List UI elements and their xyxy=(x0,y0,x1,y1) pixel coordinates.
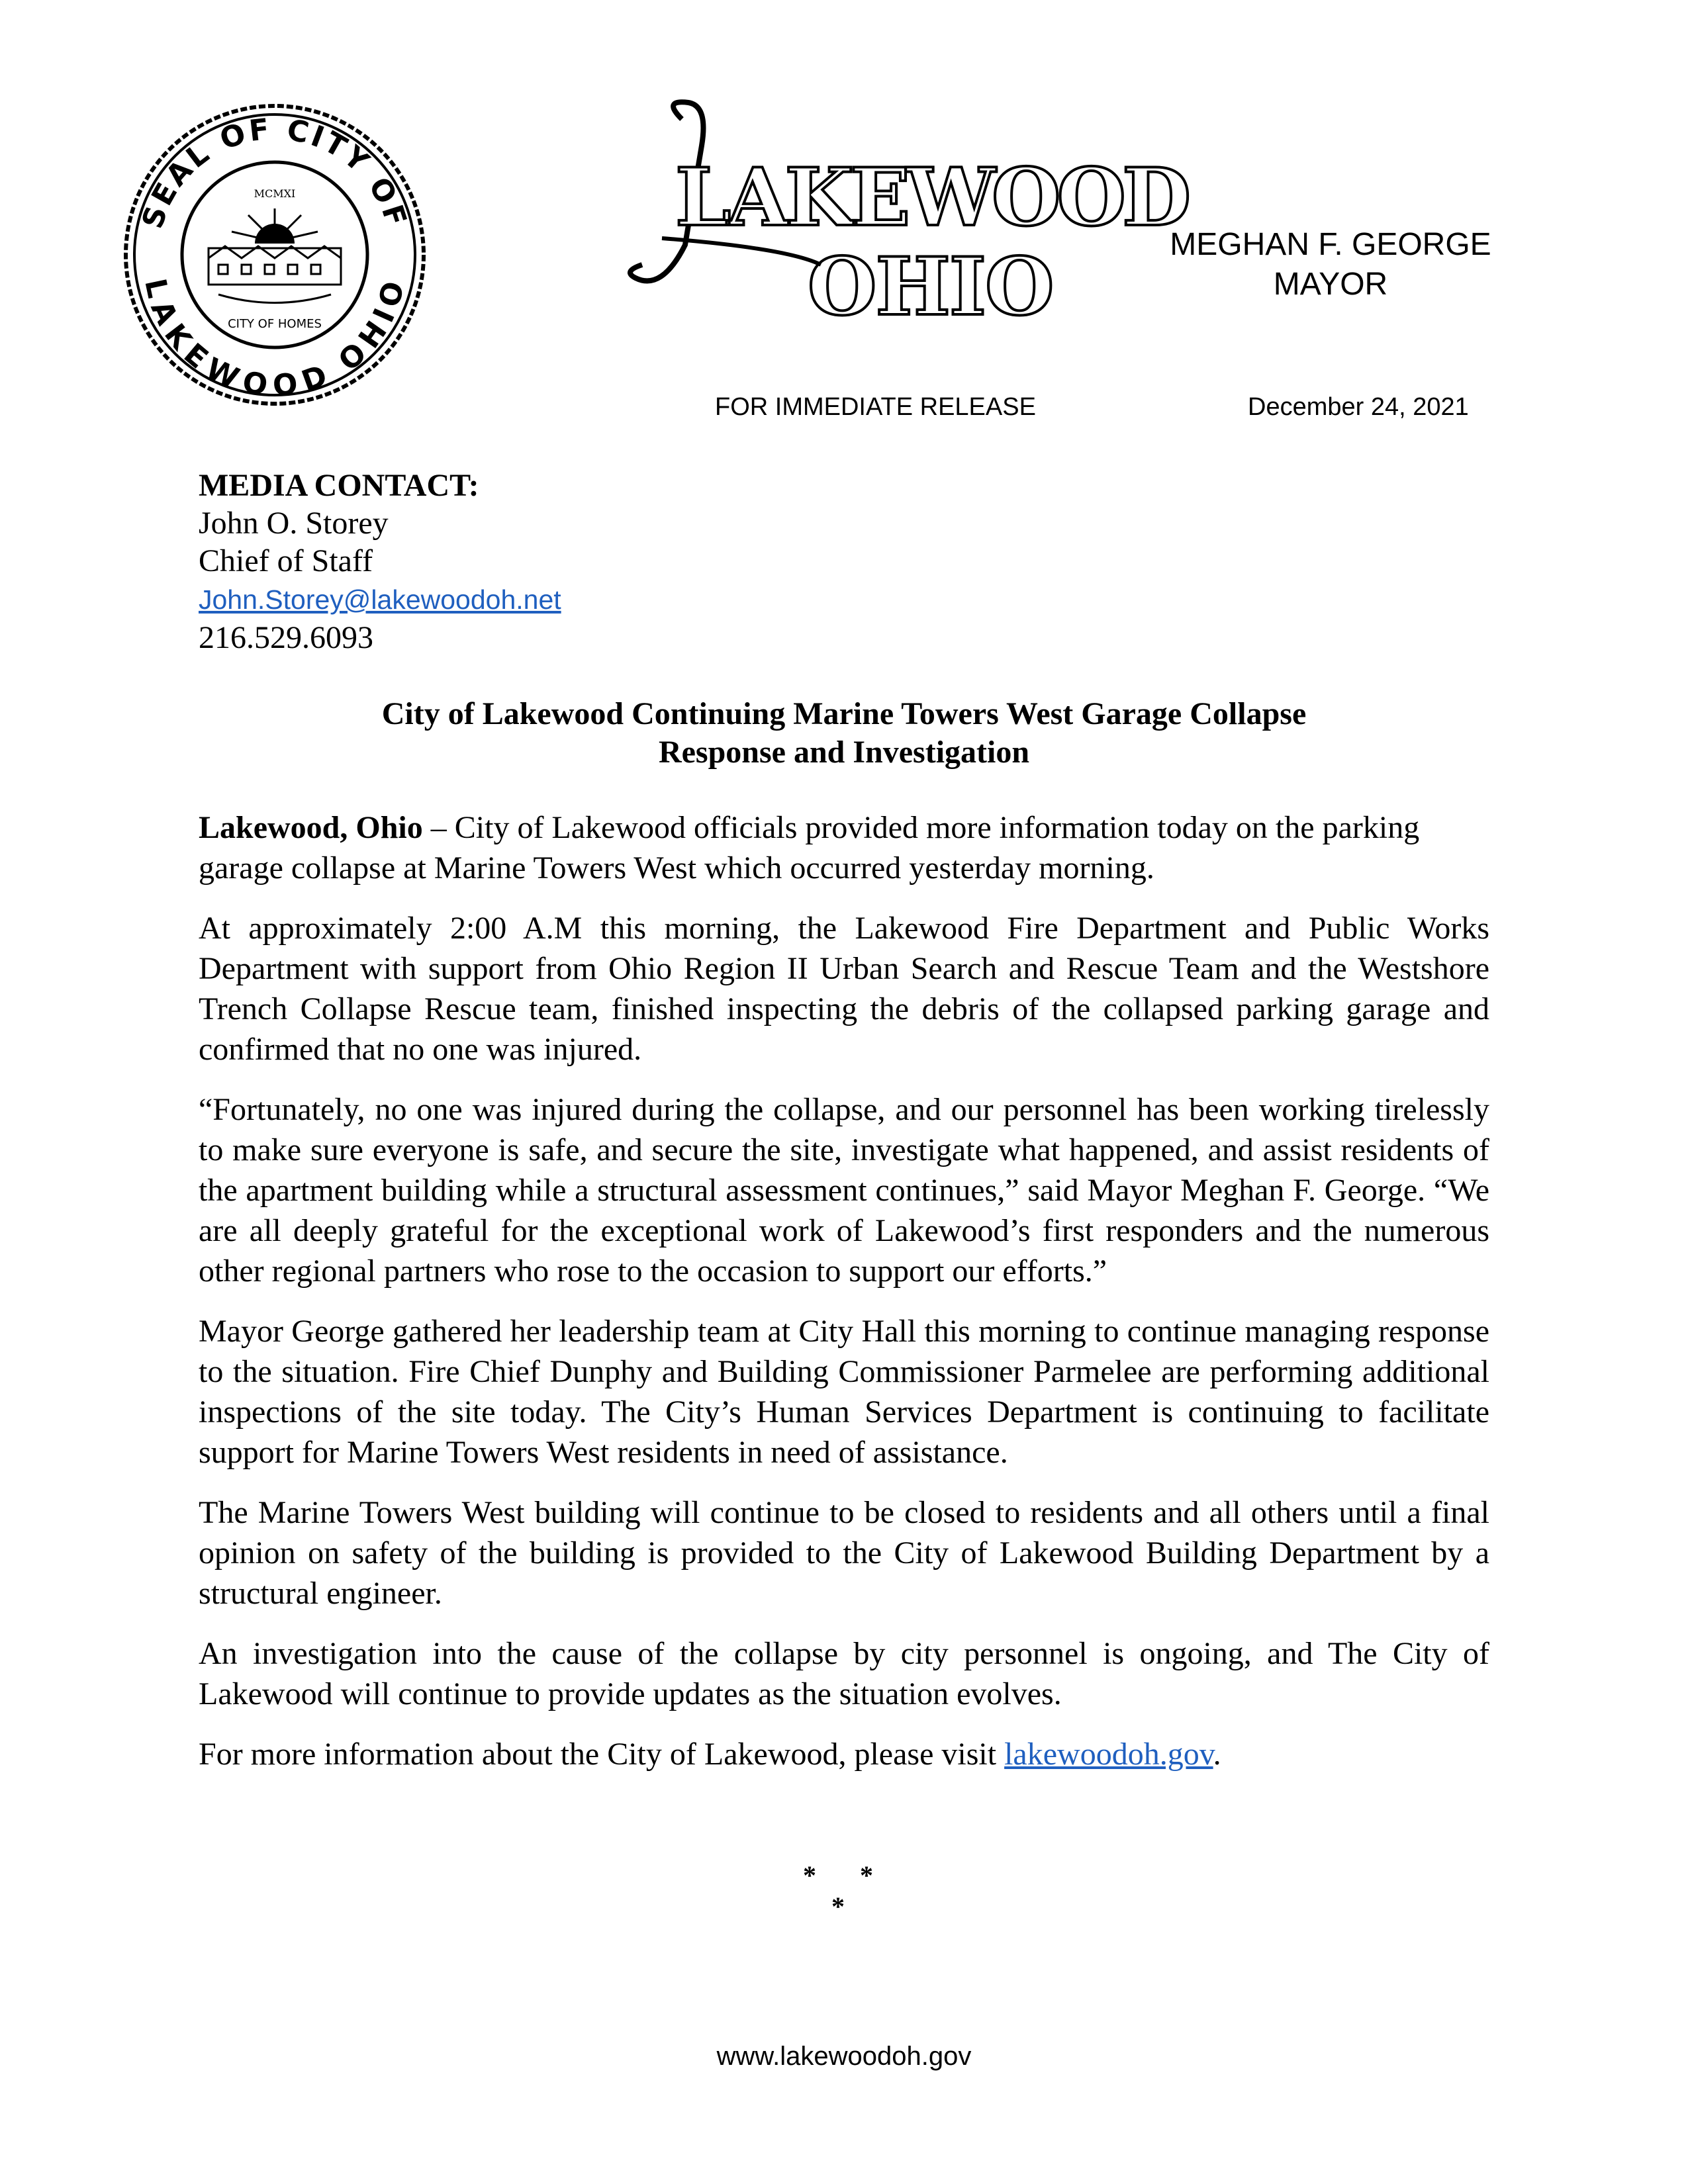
lakewood-ohio-logo xyxy=(622,93,1188,338)
paragraph-7-suffix: . xyxy=(1213,1737,1221,1772)
mayor-title: MAYOR xyxy=(1273,267,1388,302)
svg-text:OHIO: OHIO xyxy=(808,240,1053,334)
paragraph-1-text: – City of Lakewood officials provided more information today on the parking garage collapse at Marine Towers West which occurred yesterday morning. xyxy=(199,810,1420,886)
city-seal-logo xyxy=(119,99,430,410)
headline-line-2: Response and Investigation xyxy=(658,735,1030,770)
press-release-headline xyxy=(199,695,1489,772)
contact-email-link[interactable]: John.Storey@lakewoodoh.net xyxy=(199,584,561,615)
release-label: FOR IMMEDIATE RELEASE xyxy=(715,393,1036,421)
dateline: Lakewood, Ohio xyxy=(199,810,423,845)
paragraph-4: Mayor George gathered her leadership team at City Hall this morning to continue managing response to the situation. Fire Chief Dunphy and Building Commissioner Parmelee are performing additional inspections of the site today. The City’s Human Services Department is continuing to facilitate support for Marine Towers West residents in need of assistance. xyxy=(199,1314,1489,1470)
press-release-body xyxy=(199,807,1489,1794)
paragraph-7-prefix: For more information about the City of Lakewood, please visit xyxy=(199,1737,1005,1772)
svg-text:LAKEWOOD OHIO: LAKEWOOD OHIO xyxy=(138,275,412,403)
mayor-name: MEGHAN F. GEORGE xyxy=(1170,227,1491,262)
media-contact xyxy=(199,467,561,657)
paragraph-1 xyxy=(199,807,1489,888)
release-date: December 24, 2021 xyxy=(1248,393,1469,421)
mayor-block xyxy=(1125,225,1536,304)
contact-name: John O. Storey xyxy=(199,506,389,541)
paragraph-7 xyxy=(199,1734,1489,1774)
end-marker: * * * xyxy=(803,1860,892,1921)
footer-url: www.lakewoodoh.gov xyxy=(716,2042,972,2071)
paragraph-2: At approximately 2:00 A.M this morning, the Lakewood Fire Department and Public Works Department with support from Ohio Region II Urban Search and Rescue Team and the Westshore Trench Collapse Rescue team, finished inspecting the debris of the collapsed parking garage and confirmed that no one was injured. xyxy=(199,911,1489,1067)
media-contact-label: MEDIA CONTACT: xyxy=(199,468,479,503)
paragraph-6: An investigation into the cause of the collapse by city personnel is ongoing, and The City of Lakewood will continue to provide updates as the situation evolves. xyxy=(199,1636,1489,1711)
svg-text:CITY OF HOMES: CITY OF HOMES xyxy=(228,317,322,331)
headline-line-1: City of Lakewood Continuing Marine Towers West Garage Collapse xyxy=(381,696,1307,731)
svg-text:LAKEWOOD: LAKEWOOD xyxy=(675,151,1188,244)
svg-text:SEAL OF CITY OF: SEAL OF CITY OF xyxy=(135,112,414,233)
paragraph-5: The Marine Towers West building will continue to be closed to residents and all others until a final opinion on safety of the building is provided to the City of Lakewood Building Department by a structural engineer. xyxy=(199,1495,1489,1611)
contact-title: Chief of Staff xyxy=(199,543,373,578)
paragraph-3: “Fortunately, no one was injured during the collapse, and our personnel has been working tirelessly to make sure everyone is safe, and secure the site, investigate what happened, and assist residents of the apartment building while a structural assessment continues,” said Mayor Meghan F. George. “We are all deeply grateful for the exceptional work of Lakewood’s first responders and the numerous other regional partners who rose to the occasion to support our efforts.” xyxy=(199,1092,1489,1289)
contact-phone: 216.529.6093 xyxy=(199,620,373,655)
svg-text:MCMXI: MCMXI xyxy=(254,187,296,200)
website-link[interactable]: lakewoodoh.gov xyxy=(1004,1737,1213,1772)
